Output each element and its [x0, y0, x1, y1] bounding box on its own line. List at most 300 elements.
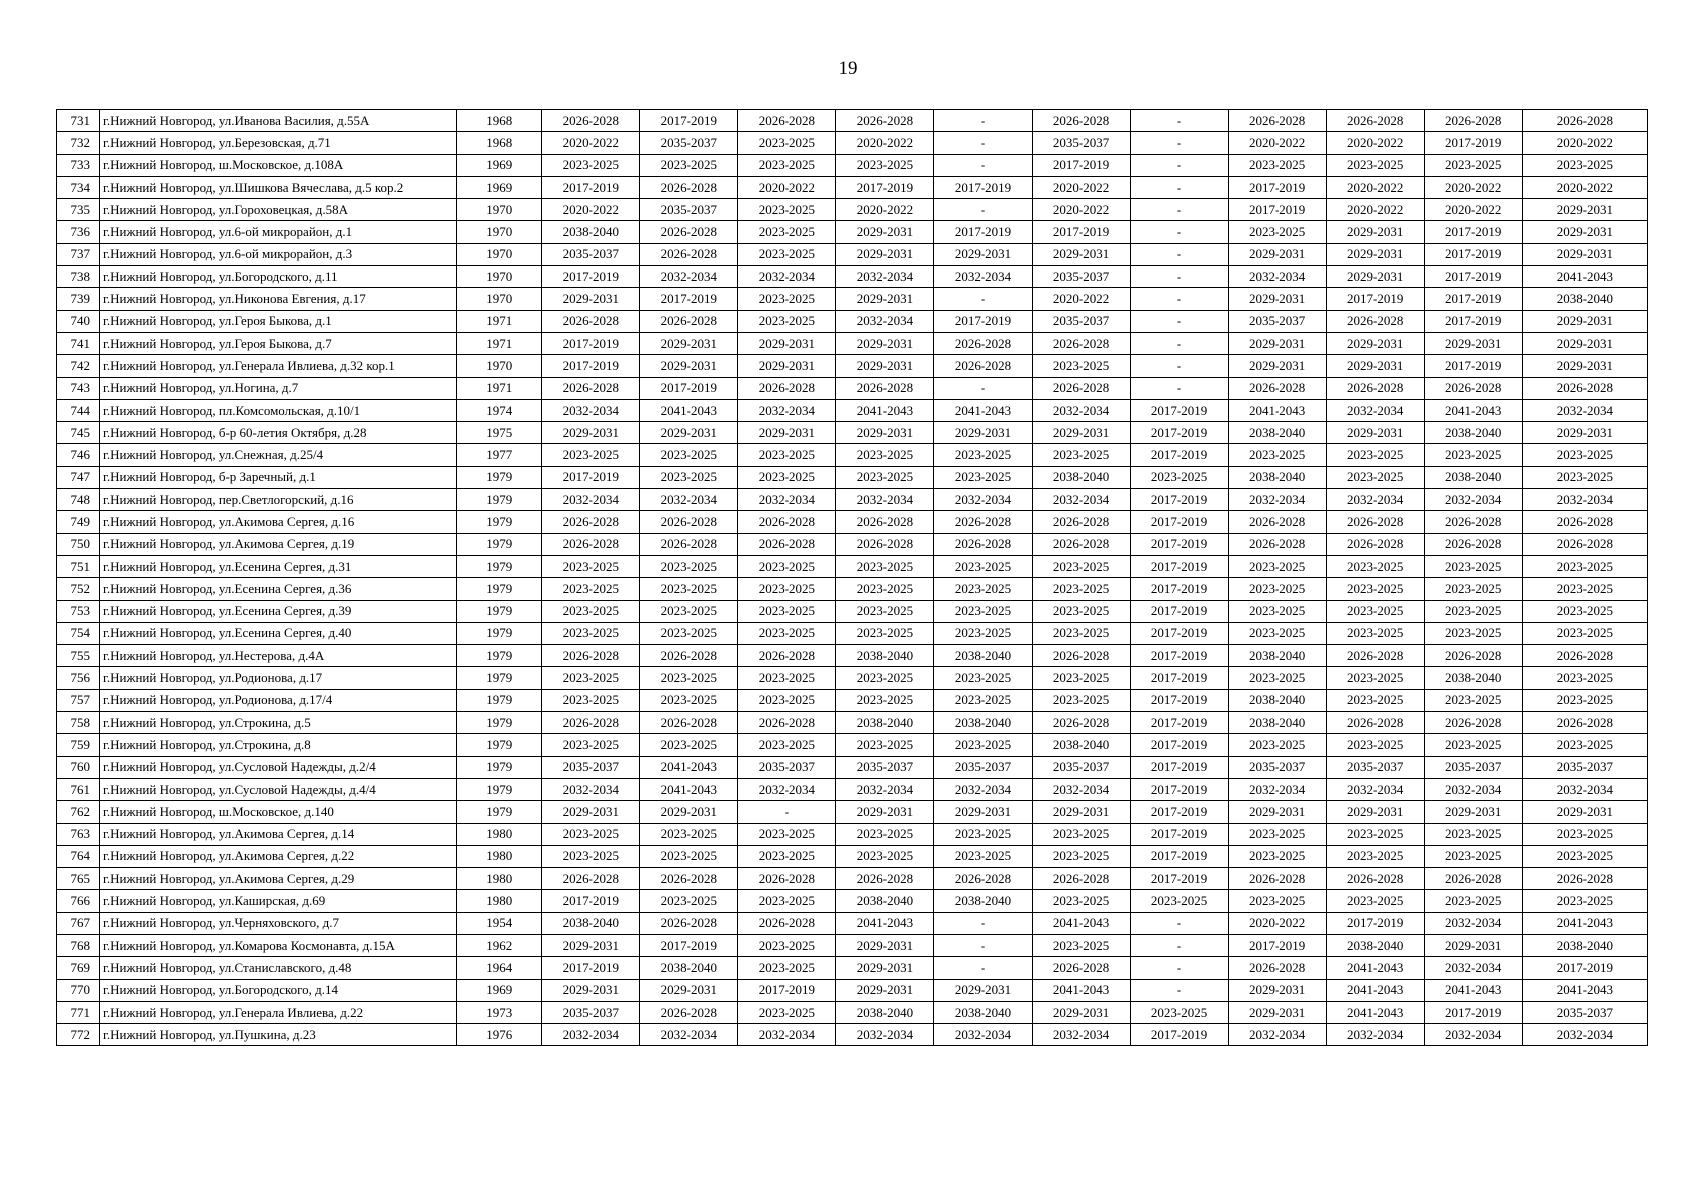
period-cell: 2020-2022 — [1032, 199, 1130, 221]
period-cell: 2029-2031 — [640, 801, 738, 823]
row-number-cell: 766 — [57, 890, 100, 912]
address-cell: г.Нижний Новгород, ул.Акимова Сергея, д.14 — [100, 823, 457, 845]
period-cell: 2023-2025 — [934, 466, 1032, 488]
period-cell: 2023-2025 — [1522, 689, 1647, 711]
period-cell: 2023-2025 — [738, 845, 836, 867]
period-cell: 2023-2025 — [542, 689, 640, 711]
period-cell: 2029-2031 — [738, 422, 836, 444]
period-cell: 2026-2028 — [1424, 110, 1522, 132]
period-cell: 2035-2037 — [738, 756, 836, 778]
period-cell: 2026-2028 — [1424, 868, 1522, 890]
period-cell: 2023-2025 — [640, 578, 738, 600]
period-cell: 2038-2040 — [1032, 466, 1130, 488]
table-row — [57, 1001, 1648, 1023]
period-cell: 2026-2028 — [1032, 533, 1130, 555]
period-cell: 2023-2025 — [1228, 600, 1326, 622]
build-year-cell: 1979 — [457, 600, 542, 622]
period-cell: 2026-2028 — [1424, 645, 1522, 667]
period-cell: 2041-2043 — [1326, 957, 1424, 979]
period-cell: 2029-2031 — [738, 355, 836, 377]
period-cell: 2023-2025 — [1326, 667, 1424, 689]
period-cell: 2017-2019 — [542, 176, 640, 198]
period-cell: 2023-2025 — [640, 890, 738, 912]
table-row — [57, 332, 1648, 354]
period-cell: 2026-2028 — [1228, 511, 1326, 533]
period-cell: 2038-2040 — [934, 645, 1032, 667]
period-cell: 2026-2028 — [1522, 868, 1647, 890]
period-cell: 2023-2025 — [1522, 734, 1647, 756]
period-cell: - — [1130, 979, 1228, 1001]
period-cell: 2038-2040 — [934, 890, 1032, 912]
period-cell: 2026-2028 — [640, 533, 738, 555]
period-cell: 2038-2040 — [1228, 712, 1326, 734]
period-cell: 2023-2025 — [542, 600, 640, 622]
period-cell: 2026-2028 — [1326, 868, 1424, 890]
period-cell: 2023-2025 — [640, 622, 738, 644]
period-cell: 2035-2037 — [640, 132, 738, 154]
period-cell: 2020-2022 — [1228, 912, 1326, 934]
period-cell: 2023-2025 — [836, 444, 934, 466]
period-cell: 2023-2025 — [640, 689, 738, 711]
row-number-cell: 763 — [57, 823, 100, 845]
period-cell: 2032-2034 — [640, 1024, 738, 1046]
row-number-cell: 770 — [57, 979, 100, 1001]
period-cell: 2023-2025 — [1228, 890, 1326, 912]
period-cell: 2026-2028 — [542, 377, 640, 399]
period-cell: 2029-2031 — [640, 422, 738, 444]
period-cell: 2038-2040 — [836, 1001, 934, 1023]
period-cell: 2023-2025 — [1424, 622, 1522, 644]
period-cell: 2029-2031 — [1032, 422, 1130, 444]
period-cell: 2023-2025 — [1032, 622, 1130, 644]
period-cell: 2029-2031 — [836, 801, 934, 823]
period-cell: 2032-2034 — [1424, 778, 1522, 800]
period-cell: 2023-2025 — [640, 600, 738, 622]
period-cell: 2023-2025 — [738, 288, 836, 310]
address-cell: г.Нижний Новгород, ул.Акимова Сергея, д.19 — [100, 533, 457, 555]
address-cell: г.Нижний Новгород, ш.Московское, д.140 — [100, 801, 457, 823]
build-year-cell: 1980 — [457, 845, 542, 867]
period-cell: 2026-2028 — [1228, 110, 1326, 132]
period-cell: 2023-2025 — [1424, 734, 1522, 756]
address-cell: г.Нижний Новгород, ул.Иванова Василия, д.55А — [100, 110, 457, 132]
period-cell: 2017-2019 — [1424, 243, 1522, 265]
period-cell: 2017-2019 — [1130, 511, 1228, 533]
row-number-cell: 757 — [57, 689, 100, 711]
period-cell: 2032-2034 — [1032, 399, 1130, 421]
period-cell: 2029-2031 — [1522, 801, 1647, 823]
period-cell: 2026-2028 — [836, 511, 934, 533]
period-cell: 2032-2034 — [934, 266, 1032, 288]
period-cell: 2032-2034 — [1032, 778, 1130, 800]
address-cell: г.Нижний Новгород, б-р 60-летия Октября, д.28 — [100, 422, 457, 444]
period-cell: 2032-2034 — [1326, 778, 1424, 800]
row-number-cell: 748 — [57, 489, 100, 511]
period-cell: 2017-2019 — [542, 355, 640, 377]
period-cell: 2020-2022 — [836, 132, 934, 154]
period-cell: 2026-2028 — [1522, 533, 1647, 555]
period-cell: - — [934, 199, 1032, 221]
period-cell: 2026-2028 — [1424, 533, 1522, 555]
period-cell: 2023-2025 — [1326, 466, 1424, 488]
period-cell: - — [934, 957, 1032, 979]
table-row — [57, 979, 1648, 1001]
row-number-cell: 741 — [57, 332, 100, 354]
period-cell: - — [738, 801, 836, 823]
period-cell: 2026-2028 — [738, 645, 836, 667]
period-cell: 2026-2028 — [738, 511, 836, 533]
period-cell: 2020-2022 — [836, 199, 934, 221]
period-cell: 2038-2040 — [542, 221, 640, 243]
period-cell: 2026-2028 — [640, 176, 738, 198]
table-row — [57, 288, 1648, 310]
period-cell: 2023-2025 — [1424, 689, 1522, 711]
period-cell: 2023-2025 — [738, 199, 836, 221]
build-year-cell: 1980 — [457, 823, 542, 845]
address-cell: г.Нижний Новгород, ул.Богородского, д.11 — [100, 266, 457, 288]
period-cell: 2023-2025 — [738, 221, 836, 243]
period-cell: 2029-2031 — [1032, 243, 1130, 265]
period-cell: 2029-2031 — [836, 979, 934, 1001]
period-cell: 2023-2025 — [738, 243, 836, 265]
row-number-cell: 738 — [57, 266, 100, 288]
period-cell: 2026-2028 — [836, 377, 934, 399]
period-cell: 2026-2028 — [1032, 712, 1130, 734]
period-cell: 2017-2019 — [640, 288, 738, 310]
period-cell: 2023-2025 — [738, 310, 836, 332]
period-cell: 2017-2019 — [934, 221, 1032, 243]
period-cell: 2035-2037 — [1032, 266, 1130, 288]
period-cell: 2023-2025 — [1228, 845, 1326, 867]
period-cell: 2023-2025 — [836, 734, 934, 756]
period-cell: 2026-2028 — [1032, 110, 1130, 132]
period-cell: 2023-2025 — [1130, 890, 1228, 912]
period-cell: 2020-2022 — [1326, 176, 1424, 198]
period-cell: 2023-2025 — [934, 555, 1032, 577]
period-cell: 2029-2031 — [542, 288, 640, 310]
period-cell: 2029-2031 — [1228, 1001, 1326, 1023]
row-number-cell: 758 — [57, 712, 100, 734]
period-cell: 2023-2025 — [1522, 154, 1647, 176]
table-row — [57, 957, 1648, 979]
period-cell: 2026-2028 — [542, 533, 640, 555]
address-cell: г.Нижний Новгород, пер.Светлогорский, д.16 — [100, 489, 457, 511]
build-year-cell: 1980 — [457, 890, 542, 912]
period-cell: 2017-2019 — [1130, 778, 1228, 800]
period-cell: 2029-2031 — [1228, 332, 1326, 354]
period-cell: 2026-2028 — [1326, 511, 1424, 533]
period-cell: 2020-2022 — [1032, 176, 1130, 198]
table-row — [57, 712, 1648, 734]
period-cell: 2029-2031 — [1326, 355, 1424, 377]
period-cell: 2026-2028 — [1032, 957, 1130, 979]
period-cell: 2026-2028 — [934, 868, 1032, 890]
period-cell: 2029-2031 — [1228, 979, 1326, 1001]
table-row — [57, 845, 1648, 867]
table-row — [57, 801, 1648, 823]
period-cell: 2026-2028 — [640, 511, 738, 533]
period-cell: 2029-2031 — [1326, 801, 1424, 823]
table-row — [57, 533, 1648, 555]
period-cell: 2038-2040 — [1228, 645, 1326, 667]
period-cell: 2023-2025 — [836, 689, 934, 711]
period-cell: - — [1130, 912, 1228, 934]
period-cell: 2023-2025 — [1228, 555, 1326, 577]
period-cell: 2035-2037 — [1228, 310, 1326, 332]
period-cell: 2023-2025 — [1522, 578, 1647, 600]
period-cell: 2038-2040 — [1424, 422, 1522, 444]
period-cell: 2017-2019 — [1130, 645, 1228, 667]
period-cell: 2017-2019 — [1130, 712, 1228, 734]
period-cell: 2029-2031 — [934, 422, 1032, 444]
table-row — [57, 489, 1648, 511]
period-cell: 2017-2019 — [1130, 555, 1228, 577]
period-cell: 2023-2025 — [1228, 154, 1326, 176]
period-cell: 2032-2034 — [1522, 399, 1647, 421]
address-cell: г.Нижний Новгород, ул.Родионова, д.17/4 — [100, 689, 457, 711]
build-year-cell: 1974 — [457, 399, 542, 421]
period-cell: 2017-2019 — [1424, 266, 1522, 288]
period-cell: 2035-2037 — [542, 243, 640, 265]
period-cell: 2032-2034 — [1424, 489, 1522, 511]
period-cell: 2041-2043 — [1032, 979, 1130, 1001]
table-row — [57, 132, 1648, 154]
table-row — [57, 1024, 1648, 1046]
period-cell: 2020-2022 — [1032, 288, 1130, 310]
period-cell: 2032-2034 — [1228, 778, 1326, 800]
period-cell: 2017-2019 — [1228, 176, 1326, 198]
period-cell: 2017-2019 — [542, 890, 640, 912]
row-number-cell: 731 — [57, 110, 100, 132]
address-cell: г.Нижний Новгород, ул.Сусловой Надежды, д.2/4 — [100, 756, 457, 778]
period-cell: 2023-2025 — [1424, 555, 1522, 577]
period-cell: 2017-2019 — [640, 377, 738, 399]
period-cell: 2020-2022 — [542, 132, 640, 154]
build-year-cell: 1979 — [457, 466, 542, 488]
period-cell: 2023-2025 — [836, 845, 934, 867]
period-cell: 2035-2037 — [934, 756, 1032, 778]
period-cell: 2023-2025 — [836, 622, 934, 644]
address-cell: г.Нижний Новгород, ул.Есенина Сергея, д.39 — [100, 600, 457, 622]
build-year-cell: 1979 — [457, 489, 542, 511]
period-cell: 2035-2037 — [836, 756, 934, 778]
address-cell: г.Нижний Новгород, ул.Строкина, д.5 — [100, 712, 457, 734]
row-number-cell: 743 — [57, 377, 100, 399]
period-cell: 2023-2025 — [1522, 466, 1647, 488]
row-number-cell: 735 — [57, 199, 100, 221]
period-cell: 2023-2025 — [934, 578, 1032, 600]
period-cell: 2023-2025 — [542, 667, 640, 689]
period-cell: 2023-2025 — [1326, 578, 1424, 600]
period-cell: 2032-2034 — [1522, 778, 1647, 800]
period-cell: 2032-2034 — [738, 399, 836, 421]
row-number-cell: 734 — [57, 176, 100, 198]
period-cell: 2017-2019 — [1130, 444, 1228, 466]
period-cell: 2023-2025 — [1032, 823, 1130, 845]
period-cell: 2023-2025 — [1228, 578, 1326, 600]
period-cell: 2041-2043 — [1326, 1001, 1424, 1023]
address-cell: г.Нижний Новгород, ул.Генерала Ивлиева, д.22 — [100, 1001, 457, 1023]
period-cell: 2017-2019 — [1130, 622, 1228, 644]
period-cell: 2023-2025 — [542, 444, 640, 466]
period-cell: 2023-2025 — [934, 734, 1032, 756]
build-year-cell: 1970 — [457, 243, 542, 265]
period-cell: 2038-2040 — [836, 712, 934, 734]
table-row — [57, 689, 1648, 711]
row-number-cell: 736 — [57, 221, 100, 243]
period-cell: 2023-2025 — [1522, 622, 1647, 644]
period-cell: 2026-2028 — [738, 868, 836, 890]
period-cell: 2041-2043 — [1032, 912, 1130, 934]
row-number-cell: 751 — [57, 555, 100, 577]
table-row — [57, 823, 1648, 845]
period-cell: - — [1130, 176, 1228, 198]
period-cell: 2026-2028 — [640, 243, 738, 265]
period-cell: 2032-2034 — [1424, 1024, 1522, 1046]
build-year-cell: 1970 — [457, 266, 542, 288]
build-year-cell: 1971 — [457, 310, 542, 332]
period-cell: 2023-2025 — [1130, 1001, 1228, 1023]
build-year-cell: 1979 — [457, 778, 542, 800]
period-cell: 2023-2025 — [640, 444, 738, 466]
period-cell: 2026-2028 — [1228, 868, 1326, 890]
period-cell: - — [934, 132, 1032, 154]
period-cell: 2032-2034 — [836, 778, 934, 800]
period-cell: 2026-2028 — [836, 868, 934, 890]
period-cell: - — [1130, 199, 1228, 221]
table-row — [57, 934, 1648, 956]
period-cell: 2026-2028 — [640, 221, 738, 243]
period-cell: 2026-2028 — [934, 511, 1032, 533]
period-cell: 2026-2028 — [738, 712, 836, 734]
table-row — [57, 667, 1648, 689]
table-row — [57, 778, 1648, 800]
period-cell: 2023-2025 — [1522, 890, 1647, 912]
period-cell: 2023-2025 — [542, 622, 640, 644]
period-cell: 2023-2025 — [738, 555, 836, 577]
period-cell: 2017-2019 — [1424, 1001, 1522, 1023]
period-cell: 2023-2025 — [934, 600, 1032, 622]
period-cell: 2029-2031 — [640, 332, 738, 354]
build-year-cell: 1979 — [457, 533, 542, 555]
table-row — [57, 154, 1648, 176]
build-year-cell: 1975 — [457, 422, 542, 444]
row-number-cell: 752 — [57, 578, 100, 600]
period-cell: 2017-2019 — [1130, 489, 1228, 511]
period-cell: 2029-2031 — [1228, 243, 1326, 265]
period-cell: 2032-2034 — [1032, 1024, 1130, 1046]
period-cell: 2023-2025 — [738, 622, 836, 644]
build-year-cell: 1969 — [457, 154, 542, 176]
period-cell: - — [934, 110, 1032, 132]
build-year-cell: 1962 — [457, 934, 542, 956]
period-cell: 2023-2025 — [1326, 890, 1424, 912]
period-cell: 2023-2025 — [1326, 444, 1424, 466]
period-cell: 2029-2031 — [1522, 355, 1647, 377]
table-row — [57, 221, 1648, 243]
period-cell: 2023-2025 — [738, 934, 836, 956]
period-cell: 2026-2028 — [1032, 377, 1130, 399]
period-cell: 2026-2028 — [1522, 377, 1647, 399]
period-cell: - — [1130, 154, 1228, 176]
row-number-cell: 762 — [57, 801, 100, 823]
period-cell: 2026-2028 — [1522, 511, 1647, 533]
period-cell: 2026-2028 — [1326, 377, 1424, 399]
address-cell: г.Нижний Новгород, ул.Каширская, д.69 — [100, 890, 457, 912]
table-row — [57, 444, 1648, 466]
table-body — [57, 110, 1648, 1046]
period-cell: - — [1130, 310, 1228, 332]
period-cell: 2023-2025 — [836, 667, 934, 689]
period-cell: 2017-2019 — [542, 332, 640, 354]
build-year-cell: 1979 — [457, 667, 542, 689]
period-cell: 2023-2025 — [640, 466, 738, 488]
period-cell: 2026-2028 — [1326, 645, 1424, 667]
table-row — [57, 890, 1648, 912]
period-cell: 2038-2040 — [1424, 466, 1522, 488]
period-cell: 2023-2025 — [640, 845, 738, 867]
build-year-cell: 1979 — [457, 555, 542, 577]
period-cell: 2017-2019 — [1130, 399, 1228, 421]
period-cell: 2026-2028 — [1032, 332, 1130, 354]
period-cell: 2038-2040 — [1032, 734, 1130, 756]
period-cell: 2017-2019 — [738, 979, 836, 1001]
period-cell: 2029-2031 — [1228, 355, 1326, 377]
period-cell: 2017-2019 — [542, 466, 640, 488]
period-cell: 2017-2019 — [934, 176, 1032, 198]
period-cell: 2032-2034 — [1032, 489, 1130, 511]
period-cell: 2041-2043 — [640, 756, 738, 778]
period-cell: 2026-2028 — [836, 533, 934, 555]
build-year-cell: 1979 — [457, 689, 542, 711]
period-cell: 2023-2025 — [836, 555, 934, 577]
address-cell: г.Нижний Новгород, ул.Есенина Сергея, д.36 — [100, 578, 457, 600]
period-cell: 2032-2034 — [542, 1024, 640, 1046]
build-year-cell: 1969 — [457, 176, 542, 198]
address-cell: г.Нижний Новгород, ул.Есенина Сергея, д.31 — [100, 555, 457, 577]
period-cell: 2032-2034 — [1424, 957, 1522, 979]
address-cell: г.Нижний Новгород, ул.Никонова Евгения, д.17 — [100, 288, 457, 310]
build-year-cell: 1973 — [457, 1001, 542, 1023]
period-cell: 2023-2025 — [1522, 667, 1647, 689]
period-cell: 2038-2040 — [1228, 466, 1326, 488]
period-cell: 2017-2019 — [1130, 689, 1228, 711]
period-cell: 2038-2040 — [1522, 934, 1647, 956]
period-cell: 2029-2031 — [542, 801, 640, 823]
period-cell: 2017-2019 — [1130, 578, 1228, 600]
period-cell: 2017-2019 — [1130, 600, 1228, 622]
period-cell: 2017-2019 — [1032, 221, 1130, 243]
period-cell: 2029-2031 — [1424, 801, 1522, 823]
row-number-cell: 761 — [57, 778, 100, 800]
period-cell: 2023-2025 — [1522, 444, 1647, 466]
period-cell: 2038-2040 — [1424, 667, 1522, 689]
period-cell: 2038-2040 — [836, 890, 934, 912]
period-cell: 2026-2028 — [1032, 511, 1130, 533]
period-cell: 2017-2019 — [1130, 667, 1228, 689]
period-cell: 2023-2025 — [1032, 689, 1130, 711]
period-cell: - — [934, 934, 1032, 956]
row-number-cell: 737 — [57, 243, 100, 265]
build-year-cell: 1968 — [457, 110, 542, 132]
build-year-cell: 1977 — [457, 444, 542, 466]
build-year-cell: 1971 — [457, 377, 542, 399]
address-cell: г.Нижний Новгород, ул.Героя Быкова, д.1 — [100, 310, 457, 332]
period-cell: 2017-2019 — [1228, 934, 1326, 956]
row-number-cell: 764 — [57, 845, 100, 867]
period-cell: - — [934, 288, 1032, 310]
period-cell: 2023-2025 — [1228, 734, 1326, 756]
